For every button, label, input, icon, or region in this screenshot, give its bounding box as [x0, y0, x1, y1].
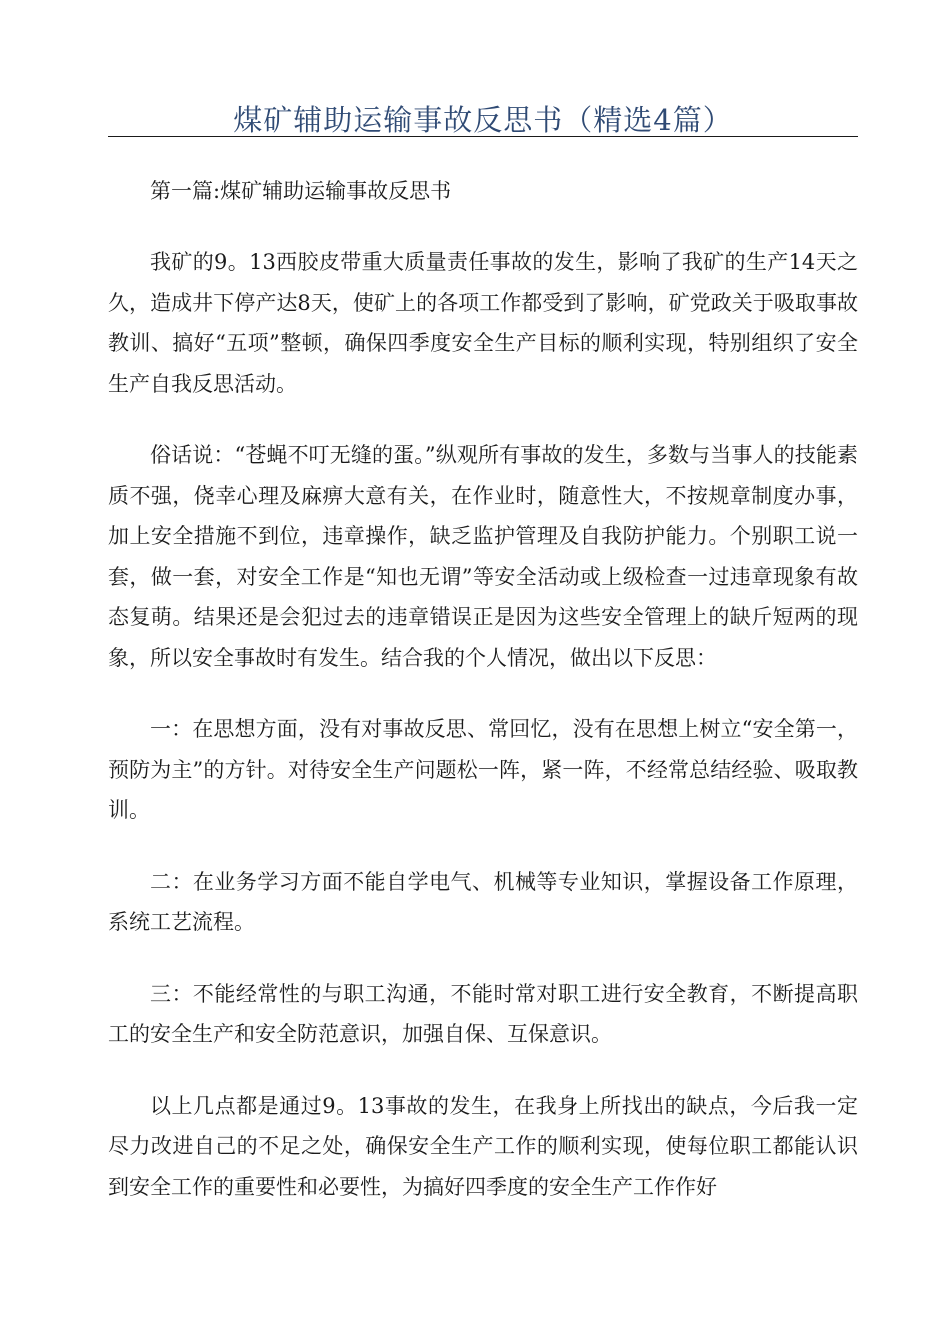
paragraph-spacer — [108, 678, 858, 709]
paragraph-spacer — [108, 211, 858, 242]
paragraph-spacer — [108, 1055, 858, 1086]
document-body — [108, 171, 858, 1207]
section-heading: 第一篇:煤矿辅助运输事故反思书 — [150, 179, 452, 203]
paragraph-4: 二：在业务学习方面不能自学电气、机械等专业知识，掌握设备工作原理，系统工艺流程。 — [108, 869, 858, 934]
paragraph-2: 俗话说：“苍蝇不叮无缝的蛋。”纵观所有事故的发生，多数与当事人的技能素质不强，侥幸心理及麻痹大意有关，在作业时，随意性大，不按规章制度办事，加上安全措施不到位，违章操作，缺乏监护管理及自我防护能力。个别职工说一套，做一套，对安全工作是“知也无谓”等安全活动或上级检查一过违章现象有故态复萌。结果还是会犯过去的违章错误正是因为这些安全管理上的缺斤短两的现象，所以安全事故时有发生。结合我的个人情况，做出以下反思： — [108, 443, 858, 670]
paragraph-6: 以上几点都是通过9。13事故的发生，在我身上所找出的缺点，今后我一定尽力改进自己的不足之处，确保安全生产工作的顺利实现，使每位职工都能认识到安全工作的重要性和必要性，为搞好四季度的安全生产工作作好 — [108, 1093, 858, 1199]
paragraph-1: 我矿的9。13西胶皮带重大质量责任事故的发生，影响了我矿的生产14天之久，造成井下停产达8天，使矿上的各项工作都受到了影响，矿党政关于吸取事故教训、搞好“五项”整顿，确保四季度安全生产目标的顺利实现，特别组织了安全生产自我反思活动。 — [108, 250, 858, 396]
paragraph-spacer — [108, 831, 858, 862]
paragraph-spacer — [108, 943, 858, 974]
title-underline — [108, 136, 858, 137]
paragraph-3: 一：在思想方面，没有对事故反思、常回忆，没有在思想上树立“安全第一，预防为主”的方针。对待安全生产问题松一阵，紧一阵，不经常总结经验、吸取教训。 — [108, 717, 858, 822]
document-title: 煤矿辅助运输事故反思书（精选4篇） — [233, 103, 733, 137]
paragraph-spacer — [108, 404, 858, 435]
paragraph-5: 三：不能经常性的与职工沟通，不能时常对职工进行安全教育，不断提高职工的安全生产和安全防范意识，加强自保、互保意识。 — [108, 981, 858, 1046]
